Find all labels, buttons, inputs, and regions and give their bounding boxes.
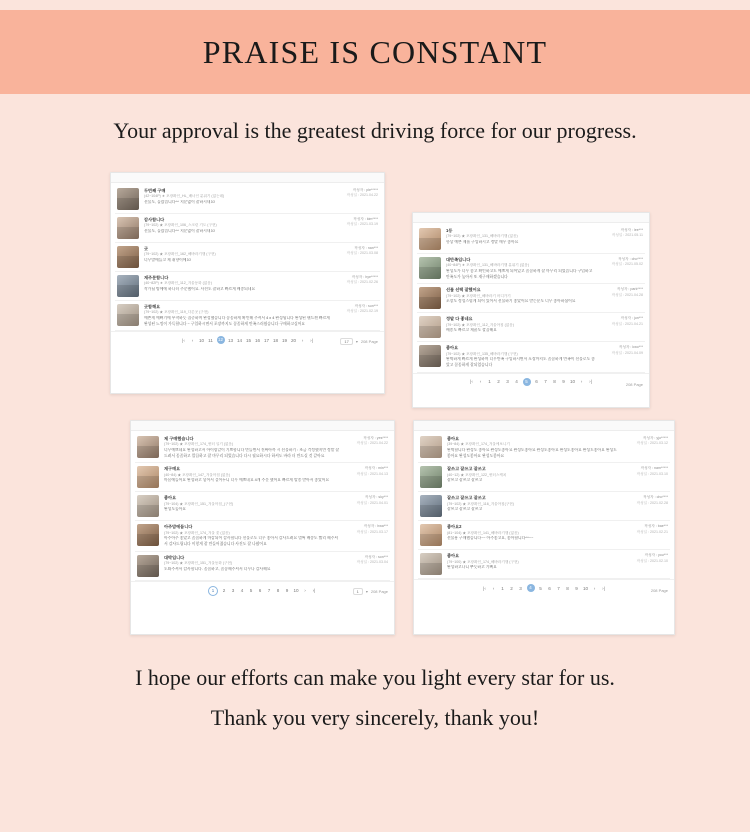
pagination-page[interactable]: 7 (557, 585, 560, 591)
review-thumbnail (419, 257, 441, 279)
page-total: 208 Page (625, 381, 643, 387)
table-row[interactable] (418, 550, 670, 579)
pagination-page[interactable]: 14 (236, 337, 243, 343)
pagination-first[interactable]: |‹ (483, 585, 486, 591)
screenshot-footer-2 (413, 373, 649, 392)
pagination-next[interactable]: › (304, 588, 306, 594)
review-option: (79~102) ★ 포장확인_174_겨울 꽃 (없음) (164, 530, 230, 535)
pagination-page[interactable]: 20 (290, 337, 297, 343)
review-thumbnail (419, 287, 441, 309)
pagination-page[interactable]: 8 (276, 588, 280, 594)
review-author: 작성자 : hye***** (351, 275, 378, 279)
pagination-page[interactable]: 4 (515, 379, 518, 385)
review-body: 예쁜게 예뻐기에 부착하듯 집중하며 완성했습니다 꼼꼼하게 확인해 주셔서 4 x 4 완성됩니다 완성된 핸드캔 빠르게 완성된 느낌이 가득합니다 ~ 구입하시면서 포장까지도 꼼꼼하게 만족스러웠습니다 구매하고싶어요 (144, 315, 330, 326)
pagination-page[interactable]: 16 (254, 337, 261, 343)
review-author: 작성자 : bae*** (644, 524, 668, 529)
screenshot-header-bar (414, 421, 674, 431)
page-total: 208 Page (370, 588, 388, 594)
pagination-next[interactable]: › (580, 379, 583, 385)
chevron-down-icon[interactable]: ▾ (365, 588, 368, 594)
review-title: 굿합해요 (144, 304, 161, 309)
review-title: 잘쓰고 잘쓰고 잘쓰고 (447, 466, 486, 472)
pagination-first[interactable]: |‹ (470, 379, 473, 385)
review-option: (79~100) ★ 포장확인_174_해바라기행 (구현) (447, 559, 519, 564)
review-date: 작성일 : 2021.04.21 (611, 321, 643, 326)
review-thumbnail (137, 495, 159, 517)
review-title: 두번째 구매 (144, 188, 166, 193)
pagination-last[interactable]: ›| (312, 588, 316, 594)
review-author: 작성자 : son*** (364, 554, 388, 559)
review-date: 작성일 : 2021.03.19 (346, 222, 378, 227)
review-author: 작성자 : kwo*** (619, 345, 643, 350)
review-option: (81~104) ★ 포장확인_141_해바라기행 (없음) (447, 530, 519, 535)
review-body: 항상 예쁜 제품 구입하시고 정말 매우 좋아요 (446, 239, 519, 244)
screenshot-header-bar (111, 173, 384, 183)
pagination-page[interactable]: 10 (293, 588, 299, 594)
review-body: 잘쓰고 잘쓰고 잘쓰고 (447, 478, 483, 483)
review-thumbnail (117, 304, 139, 326)
review-title: 제 구매했습니다 (164, 436, 194, 441)
page-total: 208 Page (650, 588, 668, 594)
review-date: 작성일 : 2021.04.22 (346, 193, 378, 198)
review-thumbnail (117, 188, 139, 210)
review-thumbnail (420, 495, 442, 517)
table-row[interactable] (417, 225, 645, 254)
review-title: 정말 다 좋네요 (446, 316, 473, 322)
closing-line-2: Thank you very sincerely, thank you! (210, 705, 540, 730)
review-body: 포장도 정성스럽게 되어 있어서 선물하기 좋았어요 받는분도 너무 좋아하셨어요 (446, 299, 576, 304)
pagination-page[interactable]: 2 (510, 585, 513, 591)
pagination-page[interactable]: 8 (553, 379, 556, 385)
pagination-page[interactable]: 19 (281, 337, 288, 343)
review-title: 대박입니다 (164, 554, 185, 560)
review-title: 재구매요 (164, 466, 181, 472)
table-row[interactable] (418, 433, 670, 463)
pagination-page[interactable]: 9 (562, 379, 565, 385)
review-rows-1 (111, 183, 384, 331)
page-jump-4[interactable] (651, 588, 668, 593)
pagination-page[interactable]: 5 (249, 588, 253, 594)
pagination-page[interactable]: 6 (548, 585, 551, 591)
review-author: 작성자 : yes**** (363, 436, 388, 440)
review-thumbnail (137, 436, 159, 458)
review-author: 작성자 : cho**** (643, 495, 668, 500)
pagination-current[interactable]: 12 (218, 337, 223, 343)
review-title: 좋아요 (164, 495, 177, 501)
table-row[interactable] (417, 284, 645, 313)
review-date: 작성일 : 2021.02.26 (346, 280, 378, 285)
review-option: (40~12) ★ 포장확인_122_윈터스케치 (447, 472, 507, 477)
page-jump-3[interactable] (353, 588, 388, 595)
pagination-page[interactable]: 4 (240, 588, 244, 594)
pagination-last[interactable]: ›| (310, 337, 313, 343)
screenshot-header-bar (413, 213, 649, 223)
table-row[interactable] (115, 185, 380, 214)
review-thumbnail (117, 275, 139, 297)
page-select[interactable]: 17 (340, 338, 352, 345)
review-thumbnail (420, 524, 442, 546)
table-row[interactable] (135, 521, 390, 551)
review-screenshot-4 (413, 420, 675, 635)
pagination-current[interactable]: 5 (523, 378, 531, 386)
review-body: 배송도 빠르고 제품도 깔끔해요 (446, 328, 497, 333)
review-thumbnail (137, 466, 159, 488)
review-title: 재주문합니다 (144, 275, 169, 280)
review-screenshot-3 (130, 420, 395, 635)
pagination-prev[interactable]: ‹ (492, 585, 495, 591)
table-row[interactable] (135, 552, 390, 581)
review-author: 작성자 : min*** (364, 466, 388, 471)
page-select[interactable]: 1 (353, 588, 363, 595)
pagination-last[interactable]: ›| (602, 585, 605, 591)
review-title: 대만족입니다 (446, 257, 471, 262)
review-title: 굿 (144, 246, 149, 251)
review-screenshot-2 (412, 212, 650, 408)
review-thumbnail (420, 553, 442, 575)
review-date: 작성일 : 2021.04.01 (356, 500, 388, 505)
pagination-2[interactable] (413, 374, 649, 389)
review-option: (79~102) ★ 포장확인_119_다른곳 (구현) (144, 310, 209, 315)
review-option: (79~102) ★ 포장확인_112_겨울아침 (없음) (446, 322, 514, 327)
pagination-page[interactable]: 11 (208, 337, 213, 343)
review-author: 작성자 : lee*** (620, 228, 643, 232)
screenshot-footer-3 (131, 581, 394, 600)
review-thumbnail (420, 436, 442, 458)
review-title: 1등 (446, 228, 453, 233)
pagination-next[interactable]: › (593, 585, 596, 591)
review-rows-2 (413, 223, 649, 373)
pagination-page[interactable]: 2 (222, 588, 226, 594)
review-option: (39~84) ★ 포장확인_174_겨울에보니기 (447, 442, 510, 447)
pagination-page[interactable]: 8 (566, 585, 569, 591)
review-body: 선물도, 놀랐습니다^^ 지문없이 잘하시내요! (144, 228, 216, 233)
review-option: (40~82P) ★ 포장확인_112_겨울동화 (없음) (144, 281, 212, 286)
review-body: 너무맘에들고 제 취향이에요! (144, 257, 192, 262)
review-date: 작성일 : 2021.03.17 (356, 529, 388, 534)
pagination-page[interactable]: 5 (539, 585, 542, 591)
pagination-page[interactable]: 10 (198, 337, 205, 343)
review-body: 작가님 방에에 하나더 주문했어요. 사진도 잘하고 빠르게 배송되네요 (144, 286, 256, 291)
page-jump-1[interactable] (340, 338, 378, 345)
review-title: 좋아요 (447, 553, 460, 559)
pagination-prev[interactable]: ‹ (191, 337, 194, 343)
review-title: 아주맘에듭니다 (164, 524, 193, 530)
review-author: 작성자 : kim**** (353, 217, 378, 221)
page-title: PRAISE IS CONSTANT (202, 33, 548, 70)
review-author: 작성자 : sky*** (365, 495, 388, 500)
review-body: 선물용 구매했습니다~~ 아주좋고요, 좋아합니다^^~~ (447, 536, 534, 541)
review-date: 작성일 : 2021.02.21 (636, 529, 668, 534)
review-option: (79~102) ★ 포장확인_131_해바라기행 (없음) (446, 234, 518, 239)
review-date: 작성일 : 2021.04.09 (611, 350, 643, 355)
pagination-page[interactable]: 10 (569, 379, 576, 385)
review-date: 작성일 : 2021.03.12 (636, 441, 668, 446)
review-body: 너무예쁘네요 완성하고서 아이랑같이 기쁘합니다 만들면서 진짜아까 시 선물하기 : 조금 걱정했지만 정말 잘 드려서 꼼꼼하고 깔끔하고 잘 마무리 되었습니다 다시 필요하시다 하셔도 바라 더 만드실 것 같아요 (164, 447, 340, 458)
screenshot-footer-1 (111, 331, 384, 350)
review-option: (42~104P) ★ 포장확인_HL_배너인 분위기 (없는데) (144, 194, 225, 199)
review-option: (79~102) ★ 포장확인_151_겨울동화 (구현) (164, 561, 233, 566)
table-row[interactable] (418, 521, 670, 550)
review-author: 작성자 : nan*** (354, 246, 378, 250)
review-thumbnail (419, 228, 441, 250)
review-date: 작성일 : 2021.03.08 (346, 251, 378, 256)
review-body: 완성하고나니 뿌듯하고 기뻐요 (447, 565, 497, 570)
table-row[interactable] (417, 313, 645, 342)
review-option: (79~104) ★ 포장확인_151_겨울아침_(구현) (164, 501, 234, 506)
review-date: 작성일 : 2021.03.04 (356, 560, 388, 565)
pagination-page[interactable]: 15 (245, 337, 252, 343)
review-author: 작성자 : sun*** (354, 304, 378, 308)
review-author: 작성자 : park**** (617, 287, 643, 292)
review-thumbnail (117, 217, 139, 239)
review-author: 작성자 : nam***** (640, 466, 668, 471)
review-body: 도와주셔서 감사합니다. 꼼꼼하고, 꼼꼼해주셔서 너무나 감사해요 (164, 566, 271, 571)
pagination-page[interactable]: 10 (582, 585, 589, 591)
review-title: 좋아요 (447, 436, 460, 441)
table-row[interactable] (115, 214, 380, 243)
review-title: 좋아요 (446, 345, 459, 351)
pagination-current[interactable]: 4 (527, 584, 535, 592)
review-date: 작성일 : 2021.02.28 (636, 500, 668, 505)
pagination-page[interactable]: 18 (272, 337, 279, 343)
review-option: (79~102) ★ 포장확인_174_윈터 일기 (없음) (164, 442, 234, 447)
table-row[interactable] (417, 342, 645, 372)
pagination-4[interactable] (414, 580, 674, 595)
review-date: 작성일 : 2021.02.10 (636, 558, 668, 563)
review-body: 완벽합니다 완성도 좋아요 완성도좋아요 완성도좋아요 완성도좋아요 완성도좋아요 완성도좋아요 완성도좋아요 완성도좋아요 완성도좋아요 (447, 447, 617, 458)
pagination-page[interactable]: 9 (575, 585, 578, 591)
review-option: (79~102) ★ 포장확인_106_스크린 기도 (구현) (144, 223, 217, 228)
pagination-page[interactable]: 6 (535, 379, 538, 385)
pagination-page[interactable]: 1 (488, 379, 491, 385)
pagination-page[interactable]: 9 (285, 588, 289, 594)
table-row[interactable] (418, 463, 670, 492)
review-author: 작성자 : jun*** (620, 316, 643, 321)
table-row[interactable] (135, 433, 390, 463)
pagination-page[interactable]: 13 (227, 337, 234, 343)
pagination-page[interactable]: 3 (519, 585, 522, 591)
review-option: (40~84) ★ 포장확인_147_겨울아침 (없음) (164, 472, 231, 477)
review-screenshot-1 (110, 172, 385, 394)
table-row[interactable] (417, 254, 645, 284)
review-body: 완성도가 너무 좋고 확인하고도 예쁘게 되어있고 꼼꼼하게 잘 마무리 되었습니다 구입하고 만족도가 높아서 또 재구매하겠습니다 (446, 268, 593, 279)
review-date: 작성일 : 2021.05.02 (611, 262, 643, 267)
review-option: (79~102) ★ 포장확인_해바라기 어디가기 (446, 293, 511, 298)
review-body: 완성도높아요 (164, 507, 187, 512)
pagination-page[interactable]: 3 (506, 379, 509, 385)
review-rows-3 (131, 431, 394, 581)
pagination-page[interactable]: 6 (258, 588, 262, 594)
review-date: 작성일 : 2021.05.11 (611, 233, 643, 238)
table-row[interactable] (115, 243, 380, 272)
review-date: 작성일 : 2021.03.10 (636, 471, 668, 476)
review-rows-4 (414, 431, 674, 579)
subtitle-text: Your approval is the greatest driving force for our progress. (113, 118, 637, 143)
pagination-current[interactable]: 1 (208, 586, 218, 596)
review-thumbnail (117, 246, 139, 268)
page-jump-2[interactable] (626, 382, 643, 387)
review-thumbnail (420, 466, 442, 488)
table-row[interactable] (135, 463, 390, 492)
pagination-page[interactable]: 7 (267, 588, 271, 594)
review-date: 작성일 : 2021.04.28 (611, 292, 643, 297)
table-row[interactable] (418, 492, 670, 521)
pagination-page[interactable]: 1 (501, 585, 504, 591)
pagination-first[interactable]: |‹ (182, 337, 185, 343)
closing-line-1: I hope our efforts can make you light every star for us. (135, 665, 615, 690)
review-date: 작성일 : 2021.04.13 (356, 471, 388, 476)
table-row[interactable] (135, 492, 390, 521)
chevron-down-icon[interactable]: ▾ (355, 339, 358, 345)
pagination-page[interactable]: 2 (497, 379, 500, 385)
review-date: 작성일 : 2021.02.19 (346, 309, 378, 314)
pagination-prev[interactable]: ‹ (479, 379, 482, 385)
pagination-page[interactable]: 3 (231, 588, 235, 594)
review-thumbnail (137, 555, 159, 577)
review-author: 작성자 : ple***** (352, 188, 378, 192)
review-option: (40~84P) ★ 포장확인_131_해바라기행 분위기 (없음) (446, 263, 530, 268)
review-thumbnail (419, 345, 441, 367)
review-date: 작성일 : 2021.04.22 (356, 441, 388, 446)
review-body: 선물도, 놀랐습니다^^ 지문없이 잘하시내요! (144, 199, 216, 204)
review-title: 좋아요2 (447, 524, 462, 530)
review-body: 아주아주 좋았고 꼼꼼하게 마감되어 감사합니다 선물로도 너무 좋아서 감사드려요 벌써 배송도 빨리 해주셔서 감사드립니다 이렇게 잘 만들어졌습니다 사진도 잘 나왔어요 (164, 536, 339, 546)
pagination-page[interactable]: 17 (263, 337, 270, 343)
review-option: (79~102) ★ 포장확인_162_해바라기행 (구현) (144, 252, 216, 257)
review-author: 작성자 : cho**** (618, 257, 643, 261)
pagination-next[interactable]: › (301, 337, 304, 343)
review-title: 선물 선택 잘했어요 (446, 287, 481, 293)
page-total: 208 Page (360, 339, 378, 345)
review-option: (79~102) ★ 포장확인_135_해바라기행 (구현) (446, 351, 518, 356)
review-thumbnail (137, 524, 159, 546)
review-title: 감사합니다 (144, 217, 165, 222)
table-row[interactable] (115, 301, 380, 331)
review-title: 잘쓰고 잘쓰고 잘쓰고 (447, 495, 486, 501)
review-body: 잘쓰고 잘쓰고 잘쓰고 (447, 507, 483, 512)
pagination-page[interactable]: 7 (544, 379, 547, 385)
screenshot-footer-4 (414, 579, 674, 598)
review-thumbnail (419, 316, 441, 338)
review-body: 완벽하게 빠르게 완성하며 너무만족 구입하시면서 포장까지도 꼼꼼하게 만족이 선물로도 좋았고 꼼꼼하게 잘되었습니다 (446, 357, 595, 367)
review-author: 작성자 : you*** (644, 553, 668, 558)
review-author: 작성자 : yjo***** (643, 436, 668, 440)
banner (0, 10, 750, 94)
screenshot-header-bar (131, 421, 394, 431)
pagination-last[interactable]: ›| (589, 379, 592, 385)
review-author: 작성자 : hwa*** (363, 524, 388, 529)
review-body: 마음에들어요 완성하고 넣어서 걸어두니 너무 예쁘네요 4개 주문 했어요 빠르게 발송 받아서 좋았어요 (164, 478, 330, 483)
table-row[interactable] (115, 272, 380, 301)
review-option: (79~102) ★ 포장확인_116_겨울아침(구현) (447, 501, 514, 506)
